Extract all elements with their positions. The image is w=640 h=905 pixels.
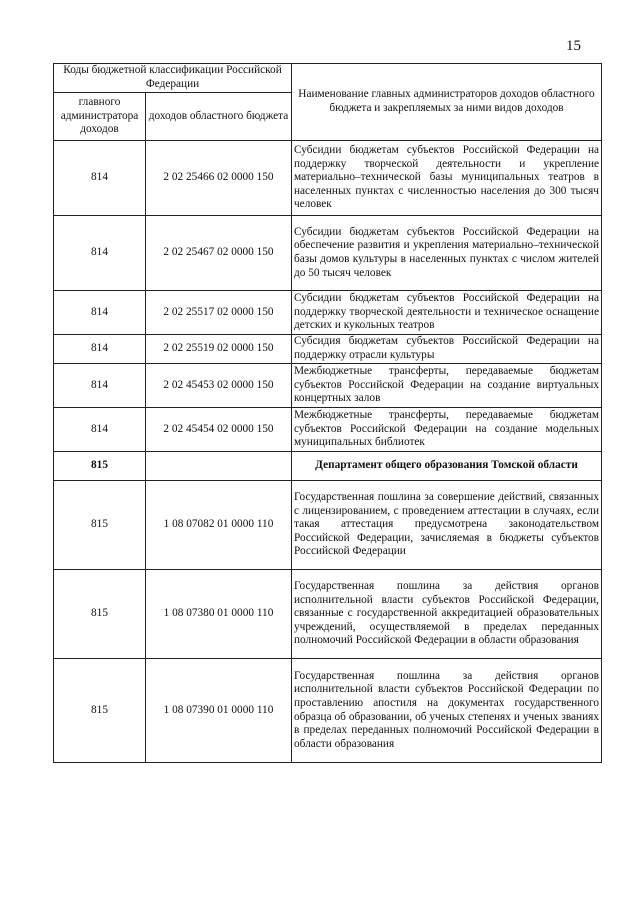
table-row [54, 570, 602, 659]
revenue-code-cell [146, 452, 292, 481]
revenue-name-text: Субсидии бюджетам субъектов Российской Федерации на поддержку творческой деятельности и техническое оснащение детских и кукольных театров [294, 292, 599, 332]
revenue-name-cell [292, 216, 602, 291]
revenue-name-text: Межбюджетные трансферты, передаваемые бюджетам субъектов Российской Федерации на создание виртуальных концертных залов [294, 365, 599, 405]
revenue-code-cell: 2 02 45454 02 0000 150 [146, 408, 292, 452]
admin-code-cell: 814 [54, 364, 146, 408]
revenue-name-text: Субсидия бюджетам субъектов Российской Федерации на поддержку отрасли культуры [294, 335, 599, 361]
revenue-name-cell [292, 141, 602, 216]
table-row [54, 364, 602, 408]
header-code-column: доходов областного бюджета [146, 93, 292, 141]
admin-code-cell: 814 [54, 141, 146, 216]
revenue-code-cell: 2 02 25517 02 0000 150 [146, 291, 292, 335]
header-name-column: Наименование главных администраторов доходов областного бюджета и закрепляемых за ними видов доходов [292, 64, 602, 141]
admin-code-cell: 815 [54, 659, 146, 763]
department-name-cell [292, 452, 602, 481]
table-row [54, 141, 602, 216]
revenue-code-cell: 1 08 07380 01 0000 110 [146, 570, 292, 659]
revenue-code-cell: 2 02 25519 02 0000 150 [146, 335, 292, 364]
table-row [54, 408, 602, 452]
admin-code-cell: 815 [54, 481, 146, 570]
revenue-name-cell [292, 408, 602, 452]
revenue-name-cell [292, 659, 602, 763]
revenue-code-cell: 1 08 07390 01 0000 110 [146, 659, 292, 763]
table-row [54, 481, 602, 570]
header-codes-group: Коды бюджетной классификации Российской Федерации [54, 64, 292, 93]
revenue-name-cell [292, 481, 602, 570]
revenue-name-text: Субсидии бюджетам субъектов Российской Федерации на обеспечение развития и укрепления материально–технической базы домов культуры в населенных пунктах с числом жителей до 50 тысяч человек [294, 225, 599, 279]
header-admin-column: главного администратора доходов [54, 93, 146, 141]
budget-classification-table [53, 63, 602, 763]
revenue-name-text: Государственная пошлина за действия органов исполнительной власти субъектов Российской Федерации, связанные с государственной аккредитацией образовательных учреждений, осуществляемой в пределах переданных полномочий Российской Федерации в области образования [294, 580, 599, 647]
revenue-name-cell [292, 335, 602, 364]
table-row [54, 335, 602, 364]
revenue-code-cell: 1 08 07082 01 0000 110 [146, 481, 292, 570]
table-row [54, 216, 602, 291]
department-name-text: Департамент общего образования Томской области [315, 459, 578, 472]
admin-code-cell: 815 [54, 570, 146, 659]
table-row [54, 291, 602, 335]
revenue-code-cell: 2 02 25467 02 0000 150 [146, 216, 292, 291]
revenue-code-cell: 2 02 25466 02 0000 150 [146, 141, 292, 216]
revenue-code-cell: 2 02 45453 02 0000 150 [146, 364, 292, 408]
department-row [54, 452, 602, 481]
admin-code-cell: 814 [54, 335, 146, 364]
revenue-name-text: Межбюджетные трансферты, передаваемые бюджетам субъектов Российской Федерации на создание модельных муниципальных библиотек [294, 409, 599, 449]
revenue-name-text: Государственная пошлина за совершение действий, связанных с лицензированием, с проведением аттестации в случаях, если такая аттестация предусмотрена законодательством Российской Федерации, зачисляемая в бюджеты субъектов Российской Федерации [294, 491, 599, 558]
revenue-name-cell [292, 570, 602, 659]
table-row [54, 659, 602, 763]
admin-code-cell: 814 [54, 216, 146, 291]
admin-code-cell: 814 [54, 291, 146, 335]
revenue-name-text: Государственная пошлина за действия органов исполнительной власти субъектов Российской Федерации по проставлению апостиля на документах государственного образца об образовании, об ученых степенях и ученых званиях в пределах переданных полномочий Российской Федерации в области образования [294, 669, 599, 750]
revenue-name-cell [292, 364, 602, 408]
admin-code-cell: 815 [54, 452, 146, 481]
table-header-row [54, 64, 602, 93]
admin-code-cell: 814 [54, 408, 146, 452]
revenue-name-text: Субсидии бюджетам субъектов Российской Федерации на поддержку творческой деятельности и укрепление материально–технической базы муниципальных театров в населенных пунктах с численностью населения до 300 тысяч человек [294, 144, 599, 211]
page-number: 15 [566, 38, 581, 54]
revenue-name-cell [292, 291, 602, 335]
